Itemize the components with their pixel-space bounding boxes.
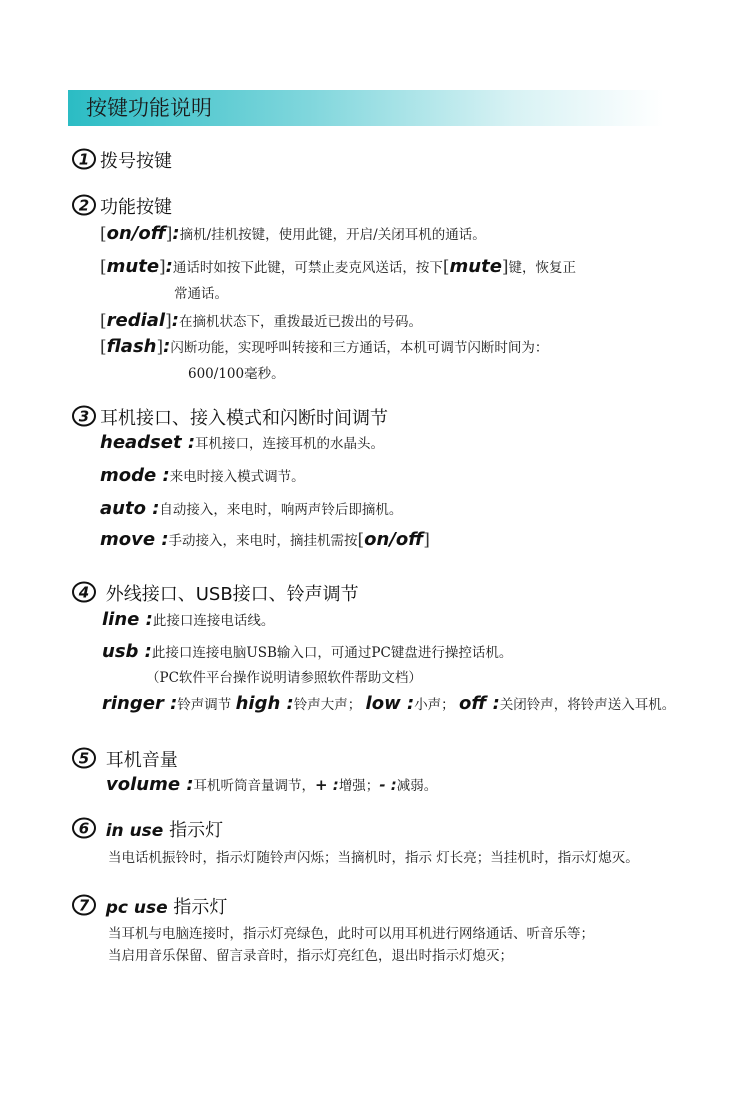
- volume-line: [106, 775, 437, 796]
- off-desc: 关闭铃声，将铃声送入耳机。: [499, 697, 676, 713]
- flash-desc-2: 600/100毫秒。: [188, 366, 285, 382]
- section-7-desc-1: 当耳机与电脑连接时，指示灯亮绿色，此时可以用耳机进行网络通话、听音乐等；: [108, 926, 594, 942]
- section-6-heading: [72, 817, 223, 843]
- section-7-desc-2: 当启用音乐保留、留言录音时，指示灯亮红色，退出时指示灯熄灭；: [108, 948, 513, 964]
- off-key: off :: [458, 693, 500, 714]
- onoff-desc: 摘机/挂机按键，使用此键，开启/关闭耳机的通话。: [179, 227, 486, 243]
- mute-desc-3: 常通话。: [174, 286, 228, 302]
- usb-line: [102, 642, 512, 663]
- usb-note: （PC软件平台操作说明请参照软件帮助文档）: [146, 670, 422, 686]
- auto-desc: 自动接入，来电时，响两声铃后即摘机。: [159, 502, 403, 518]
- redial-line: [redial]:在摘机状态下，重拨最近已拨出的号码。: [100, 310, 422, 331]
- headset-line: [100, 433, 384, 454]
- section-6-title-cn: 指示灯: [163, 820, 224, 841]
- ringer-key: ringer :: [102, 693, 178, 714]
- mute-line: [mute]:通话时如按下此键，可禁止麦克风送话，按下[mute]键，恢复正: [100, 256, 577, 277]
- volume-desc: 耳机听筒音量调节，: [193, 778, 316, 794]
- number-badge-5: [72, 747, 96, 769]
- onoff-line: [on/off]:摘机/挂机按键，使用此键，开启/关闭耳机的通话。: [100, 223, 486, 244]
- minus-key: - :: [379, 776, 397, 794]
- badge-number-6: 6: [78, 819, 90, 838]
- section-3-title: 耳机接口、接入模式和闪断时间调节: [100, 408, 388, 429]
- mute-desc-2: 键，恢复正: [508, 260, 577, 276]
- auto-line: [100, 499, 402, 520]
- badge-number-3: 3: [78, 407, 90, 426]
- number-badge-3: [72, 405, 96, 427]
- move-line: move :手动接入，来电时，摘挂机需按[on/off]: [100, 529, 430, 550]
- section-6-title-en: in use: [105, 821, 164, 841]
- mode-desc: 来电时接入模式调节。: [169, 469, 305, 485]
- headset-key: headset :: [100, 432, 196, 453]
- section-2-title: 功能按键: [100, 197, 172, 218]
- number-badge-2: [72, 194, 96, 216]
- number-badge-6: [72, 817, 96, 839]
- auto-key: auto :: [100, 498, 160, 519]
- move-onoff-key: on/off: [364, 529, 424, 550]
- high-desc: 铃声大声；: [293, 697, 362, 713]
- mute-desc-1: 通话时如按下此键，可禁止麦克风送话，按下: [172, 260, 443, 276]
- section-7-heading: [72, 894, 227, 920]
- page-title: 按键功能说明: [86, 96, 212, 120]
- move-key: move :: [100, 529, 169, 550]
- plus-key: + :: [315, 776, 339, 794]
- section-7-title-cn: 指示灯: [167, 897, 228, 918]
- mode-key: mode :: [100, 465, 170, 486]
- headset-desc: 耳机接口，连接耳机的水晶头。: [195, 436, 385, 452]
- move-desc: 手动接入，来电时，摘挂机需按: [168, 533, 358, 549]
- line-line: [102, 610, 274, 631]
- section-3-heading: [72, 405, 388, 431]
- section-4-heading: [72, 581, 359, 607]
- low-desc: 小声；: [414, 697, 455, 713]
- line-key: line :: [102, 609, 153, 630]
- usb-desc: 此接口连接电脑USB输入口，可通过PC键盘进行操控话机。: [151, 645, 513, 661]
- section-5-heading: [72, 747, 178, 773]
- badge-number-7: 7: [78, 896, 90, 915]
- redial-desc: 在摘机状态下，重拨最近已拨出的号码。: [178, 314, 422, 330]
- volume-key: volume :: [106, 774, 194, 795]
- flash-key: flash: [106, 336, 157, 357]
- mute-key-2: mute: [449, 256, 502, 277]
- section-4-title: 外线接口、USB接口、铃声调节: [105, 584, 359, 605]
- minus-desc: 减弱。: [396, 778, 438, 794]
- mode-line: [100, 466, 305, 487]
- number-badge-4: [72, 581, 96, 603]
- flash-desc-1: 闪断功能，实现呼叫转接和三方通话，本机可调节闪断时间为：: [170, 340, 549, 356]
- badge-number-4: 4: [78, 583, 90, 602]
- badge-number-5: 5: [78, 749, 90, 768]
- section-5-title: 耳机音量: [105, 750, 178, 771]
- section-7-title-en: pc use: [105, 898, 168, 918]
- section-1-title: 拨号按键: [100, 151, 172, 172]
- section-2-heading: [72, 194, 172, 220]
- badge-number-2: 2: [78, 196, 90, 215]
- plus-desc: 增强；: [338, 778, 380, 794]
- redial-key: redial: [106, 310, 166, 331]
- ringer-line: [102, 694, 675, 715]
- badge-number-1: 1: [78, 150, 90, 169]
- section-1-heading: [72, 148, 172, 174]
- mute-key: mute: [106, 256, 160, 277]
- high-key: high :: [235, 693, 294, 714]
- section-6-desc: 当电话机振铃时，指示灯随铃声闪烁；当摘机时，指示 灯长亮；当挂机时，指示灯熄灭。: [108, 850, 639, 866]
- number-badge-1: [72, 148, 96, 170]
- low-key: low :: [365, 693, 415, 714]
- usb-key: usb :: [102, 641, 152, 662]
- flash-line: [flash]:闪断功能，实现呼叫转接和三方通话，本机可调节闪断时间为：: [100, 336, 549, 357]
- line-desc: 此接口连接电话线。: [152, 613, 275, 629]
- number-badge-7: [72, 894, 96, 916]
- ringer-desc: 铃声调节: [177, 697, 232, 713]
- onoff-key: on/off: [106, 223, 166, 244]
